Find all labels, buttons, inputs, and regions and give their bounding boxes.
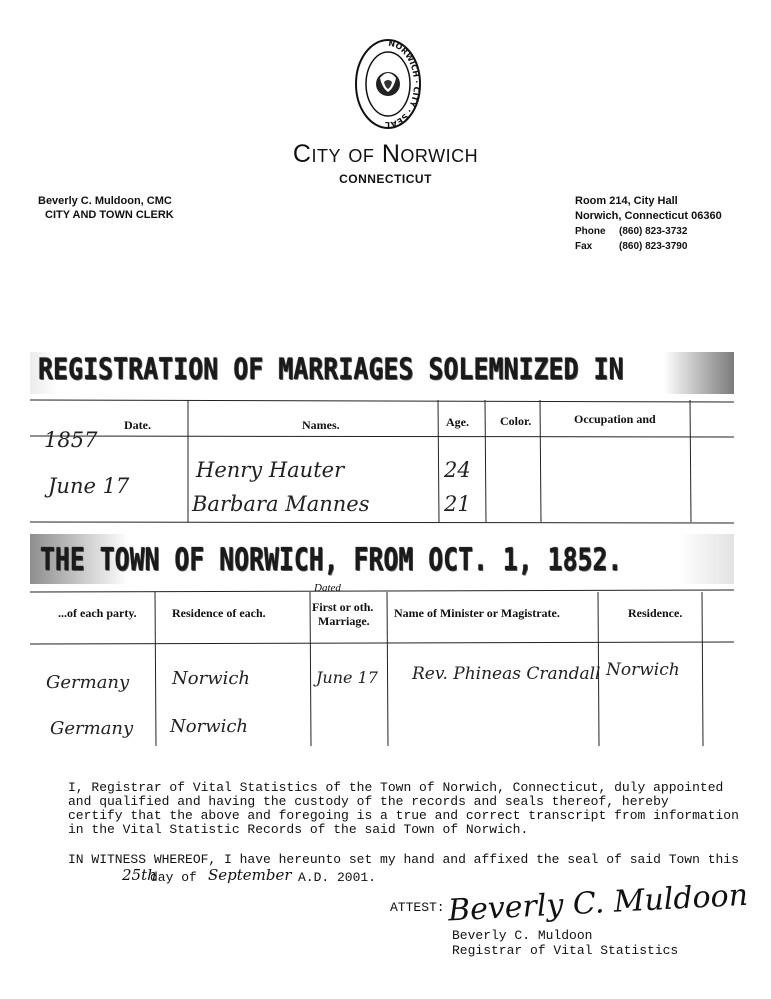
cert-line-1: I, Registrar of Vital Statistics of the Town of Norwich, Connecticut, duly appointed <box>68 780 724 795</box>
header-marriage-line-1: First or oth. <box>312 600 374 614</box>
seal-ring-text: NORWICH · CITY · SEAL <box>384 38 421 130</box>
cert-line-2: and qualified and having the custody of the records and seals thereof, hereby <box>68 794 669 809</box>
state-subtitle: CONNECTICUT <box>339 172 432 186</box>
entry-marriage-date: June 17 <box>316 668 378 687</box>
address-line-1: Room 214, City Hall <box>575 195 678 207</box>
clerk-block <box>38 194 174 222</box>
signature-text: Beverly C. Muldoon <box>447 877 749 929</box>
signature-graphic <box>444 876 749 932</box>
entry-groom-age: 24 <box>444 458 471 482</box>
entry-year: 1857 <box>44 428 98 452</box>
header-residence: Residence of each. <box>172 606 266 620</box>
entry-bride-residence: Norwich <box>170 716 249 737</box>
witness-year: A.D. 2001. <box>298 870 377 885</box>
header-minister-residence: Residence. <box>628 606 683 620</box>
header-marriage-line-2: Marriage. <box>318 614 370 628</box>
witness-day-prefix: day of <box>150 870 197 885</box>
entry-groom-residence: Norwich <box>172 668 251 689</box>
entry-date: June 17 <box>48 474 130 498</box>
signer-name: Beverly C. Muldoon <box>452 928 593 943</box>
header-marriage-overwrite: Dated <box>314 582 341 594</box>
cert-line-4: in the Vital Statistic Records of the said Town of Norwich. <box>68 822 529 837</box>
header-date: Date. <box>124 418 151 432</box>
header-age: Age. <box>446 415 469 429</box>
contact-block <box>575 194 722 254</box>
entry-groom-name: Henry Hauter <box>196 458 345 482</box>
cert-line-3: certify that the above and foregoing is a true and correct transcript from information <box>68 808 739 823</box>
fax-number: (860) 823-3790 <box>619 241 688 252</box>
header-minister: Name of Minister or Magistrate. <box>394 606 560 620</box>
entry-bride-age: 21 <box>444 492 471 516</box>
entry-groom-birthplace: Germany <box>46 672 130 693</box>
entry-bride-birthplace: Germany <box>50 718 134 739</box>
entry-bride-name: Barbara Mannes <box>192 492 370 516</box>
city-title: City of Norwich <box>292 140 479 168</box>
witness-day-value: 25th <box>122 866 157 884</box>
header-color: Color. <box>500 414 532 428</box>
header-occupation: Occupation and <box>574 412 656 426</box>
phone-label: Phone <box>575 226 606 237</box>
clerk-title: CITY AND TOWN CLERK <box>45 209 174 221</box>
phone-number: (860) 823-3732 <box>619 226 688 237</box>
city-seal-icon <box>354 38 422 130</box>
entry-minister-residence: Norwich <box>606 660 680 680</box>
register-banner-bottom: THE TOWN OF NORWICH, FROM OCT. 1, 1852. <box>40 542 623 578</box>
address-line-2: Norwich, Connecticut 06360 <box>575 210 722 222</box>
header-birthplace: ...of each party. <box>58 606 137 620</box>
attest-label: ATTEST: <box>390 900 445 915</box>
signer-title: Registrar of Vital Statistics <box>452 943 679 958</box>
witness-line: IN WITNESS WHEREOF, I have hereunto set my hand and affixed the seal of said Town this <box>68 852 739 867</box>
entry-minister: Rev. Phineas Crandall <box>412 664 601 684</box>
fax-label: Fax <box>575 241 593 252</box>
register-banner-top: REGISTRATION OF MARRIAGES SOLEMNIZED IN <box>38 352 624 386</box>
clerk-name: Beverly C. Muldoon, CMC <box>38 195 172 207</box>
header-names: Names. <box>302 418 340 432</box>
witness-month-value: September <box>208 866 292 884</box>
